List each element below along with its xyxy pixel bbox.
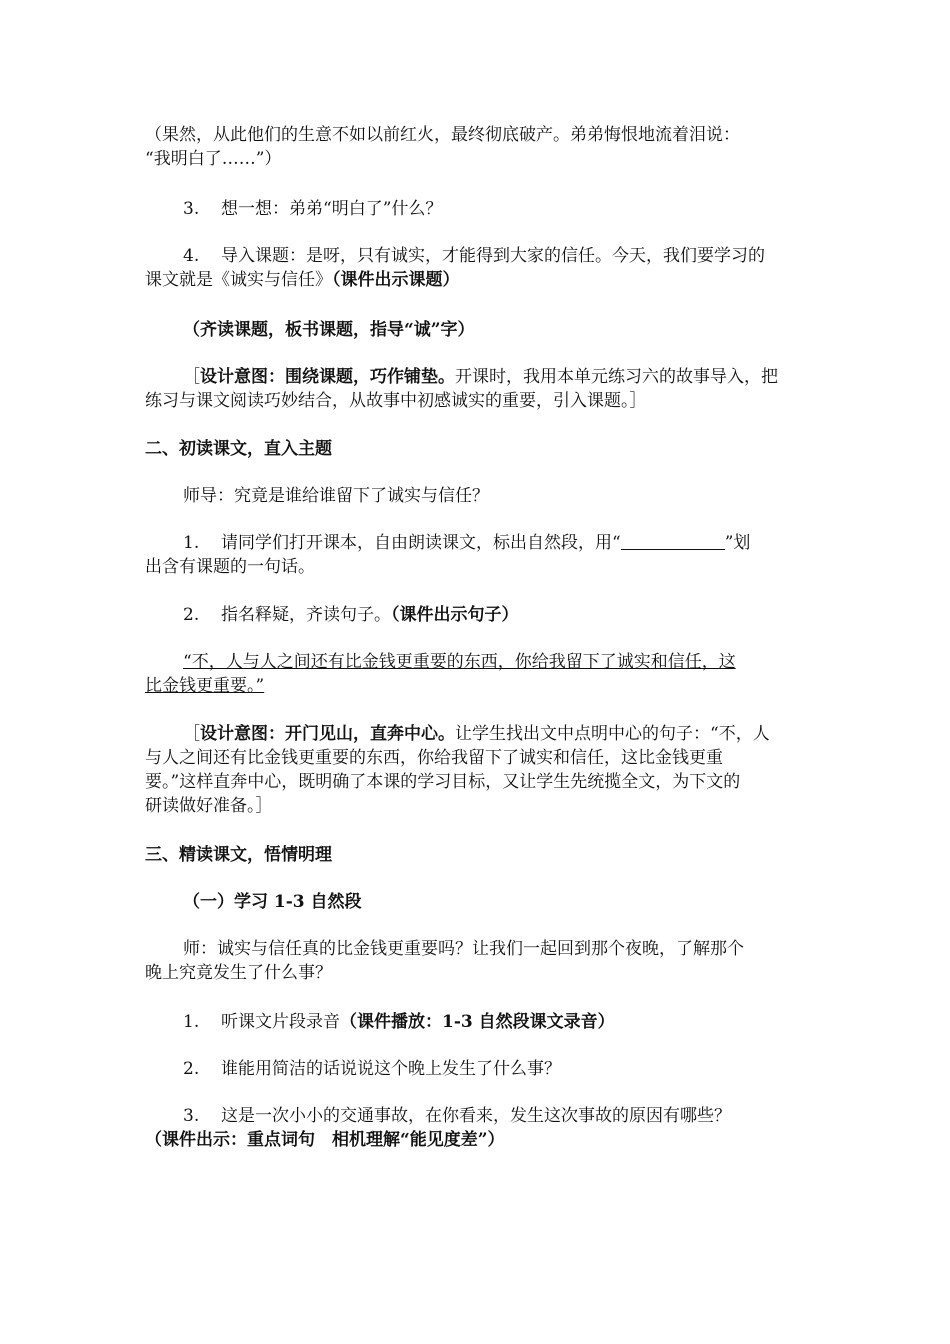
list-number: 1. (183, 533, 200, 553)
section-heading-3 (145, 843, 810, 867)
paragraph-listen (145, 1010, 848, 1034)
paragraph-teacher-question (145, 937, 810, 985)
paragraph-design-intent-1 (145, 365, 810, 413)
underline-mark (621, 533, 725, 550)
list-number: 3. (183, 199, 200, 219)
paragraph-step-3 (145, 197, 848, 221)
text-line: （齐读课题，板书课题，指导“诚”字） (183, 320, 475, 340)
text-line: 出含有课题的一句话。 (145, 557, 315, 577)
bold-note: （课件出示：重点词句 相机理解“能见度差”） (145, 1130, 505, 1150)
paragraph-summarize (145, 1057, 848, 1081)
bracket: ［ (183, 367, 200, 387)
bold-note: （课件出示句子） (391, 605, 519, 625)
list-number: 2. (183, 605, 200, 625)
design-intent-label: 设计意图：围绕课题，巧作铺垫。 (200, 367, 455, 387)
text-line: 与人之间还有比金钱更重要的东西，你给我留下了诚实和信任，这比金钱更重 (145, 748, 723, 768)
paragraph-accident-cause (145, 1104, 810, 1152)
heading-text: 三、精读课文，悟情明理 (145, 845, 332, 865)
bold-note: （课件出示课题） (332, 270, 460, 290)
text-line: 要。”这样直奔中心，既明确了本课的学习目标，又让学生先统揽全文，为下文的 (145, 772, 741, 792)
design-intent-label: 设计意图：开门见山，直奔中心。 (200, 724, 455, 744)
heading-text: 二、初读课文，直入主题 (145, 439, 332, 459)
text-line: ”划 (724, 533, 751, 553)
text-line: 课文就是《诚实与信任》 (145, 270, 332, 290)
text-line: 师导：究竟是谁给谁留下了诚实与信任？ (183, 486, 489, 506)
text-line: 研读做好准备。］ (145, 796, 273, 816)
list-number: 4. (183, 246, 200, 266)
paragraph-design-intent-2 (145, 722, 810, 818)
text-line: 师：诚实与信任真的比金钱更重要吗？让我们一起回到那个夜晚，了解那个 (183, 939, 744, 959)
paragraph-step-2 (145, 603, 848, 627)
paragraph-story-ending (145, 123, 810, 171)
text-line: 听课文片段录音 (221, 1012, 340, 1032)
text-line: 导入课题：是呀，只有诚实，才能得到大家的信任。今天，我们要学习的 (221, 246, 765, 266)
text-line: 比金钱更重要。” (145, 676, 265, 696)
section-heading-2 (145, 437, 810, 461)
text-line: 让学生找出文中点明中心的句子：“不，人 (455, 724, 770, 744)
paragraph-key-sentence (145, 650, 810, 698)
text-line: “不，人与人之间还有比金钱更重要的东西，你给我留下了诚实和信任，这 (183, 652, 736, 672)
list-number: 1. (183, 1012, 200, 1032)
paragraph-step-4 (145, 244, 810, 292)
text-line: 指名释疑，齐读句子。 (221, 605, 391, 625)
paragraph-step-1 (145, 531, 810, 579)
bold-note: （课件播放：1-3 自然段课文录音） (340, 1012, 615, 1032)
subsection-heading-1 (145, 890, 848, 914)
text-line: 请同学们打开课本，自由朗读课文，标出自然段，用“ (221, 533, 621, 553)
heading-text: （一）学习 1-3 自然段 (183, 892, 362, 912)
text-line: 开课时，我用本单元练习六的故事导入，把 (455, 367, 778, 387)
text-line: 这是一次小小的交通事故，在你看来，发生这次事故的原因有哪些？ (221, 1106, 731, 1126)
paragraph-read-title (145, 318, 848, 342)
text-line: 想一想：弟弟“明白了”什么？ (221, 199, 443, 219)
bracket: ［ (183, 724, 200, 744)
list-number: 3. (183, 1106, 200, 1126)
text-line: “我明白了……”） (145, 149, 282, 169)
text-line: 晚上究竟发生了什么事？ (145, 963, 332, 983)
text-line: 谁能用简洁的话说说这个晚上发生了什么事？ (221, 1059, 561, 1079)
list-number: 2. (183, 1059, 200, 1079)
text-line: 练习与课文阅读巧妙结合，从故事中初感诚实的重要，引入课题。］ (145, 391, 647, 411)
text-line: （果然，从此他们的生意不如以前红火，最终彻底破产。弟弟悔恨地流着泪说： (145, 125, 740, 145)
paragraph-teacher-guide (145, 484, 848, 508)
